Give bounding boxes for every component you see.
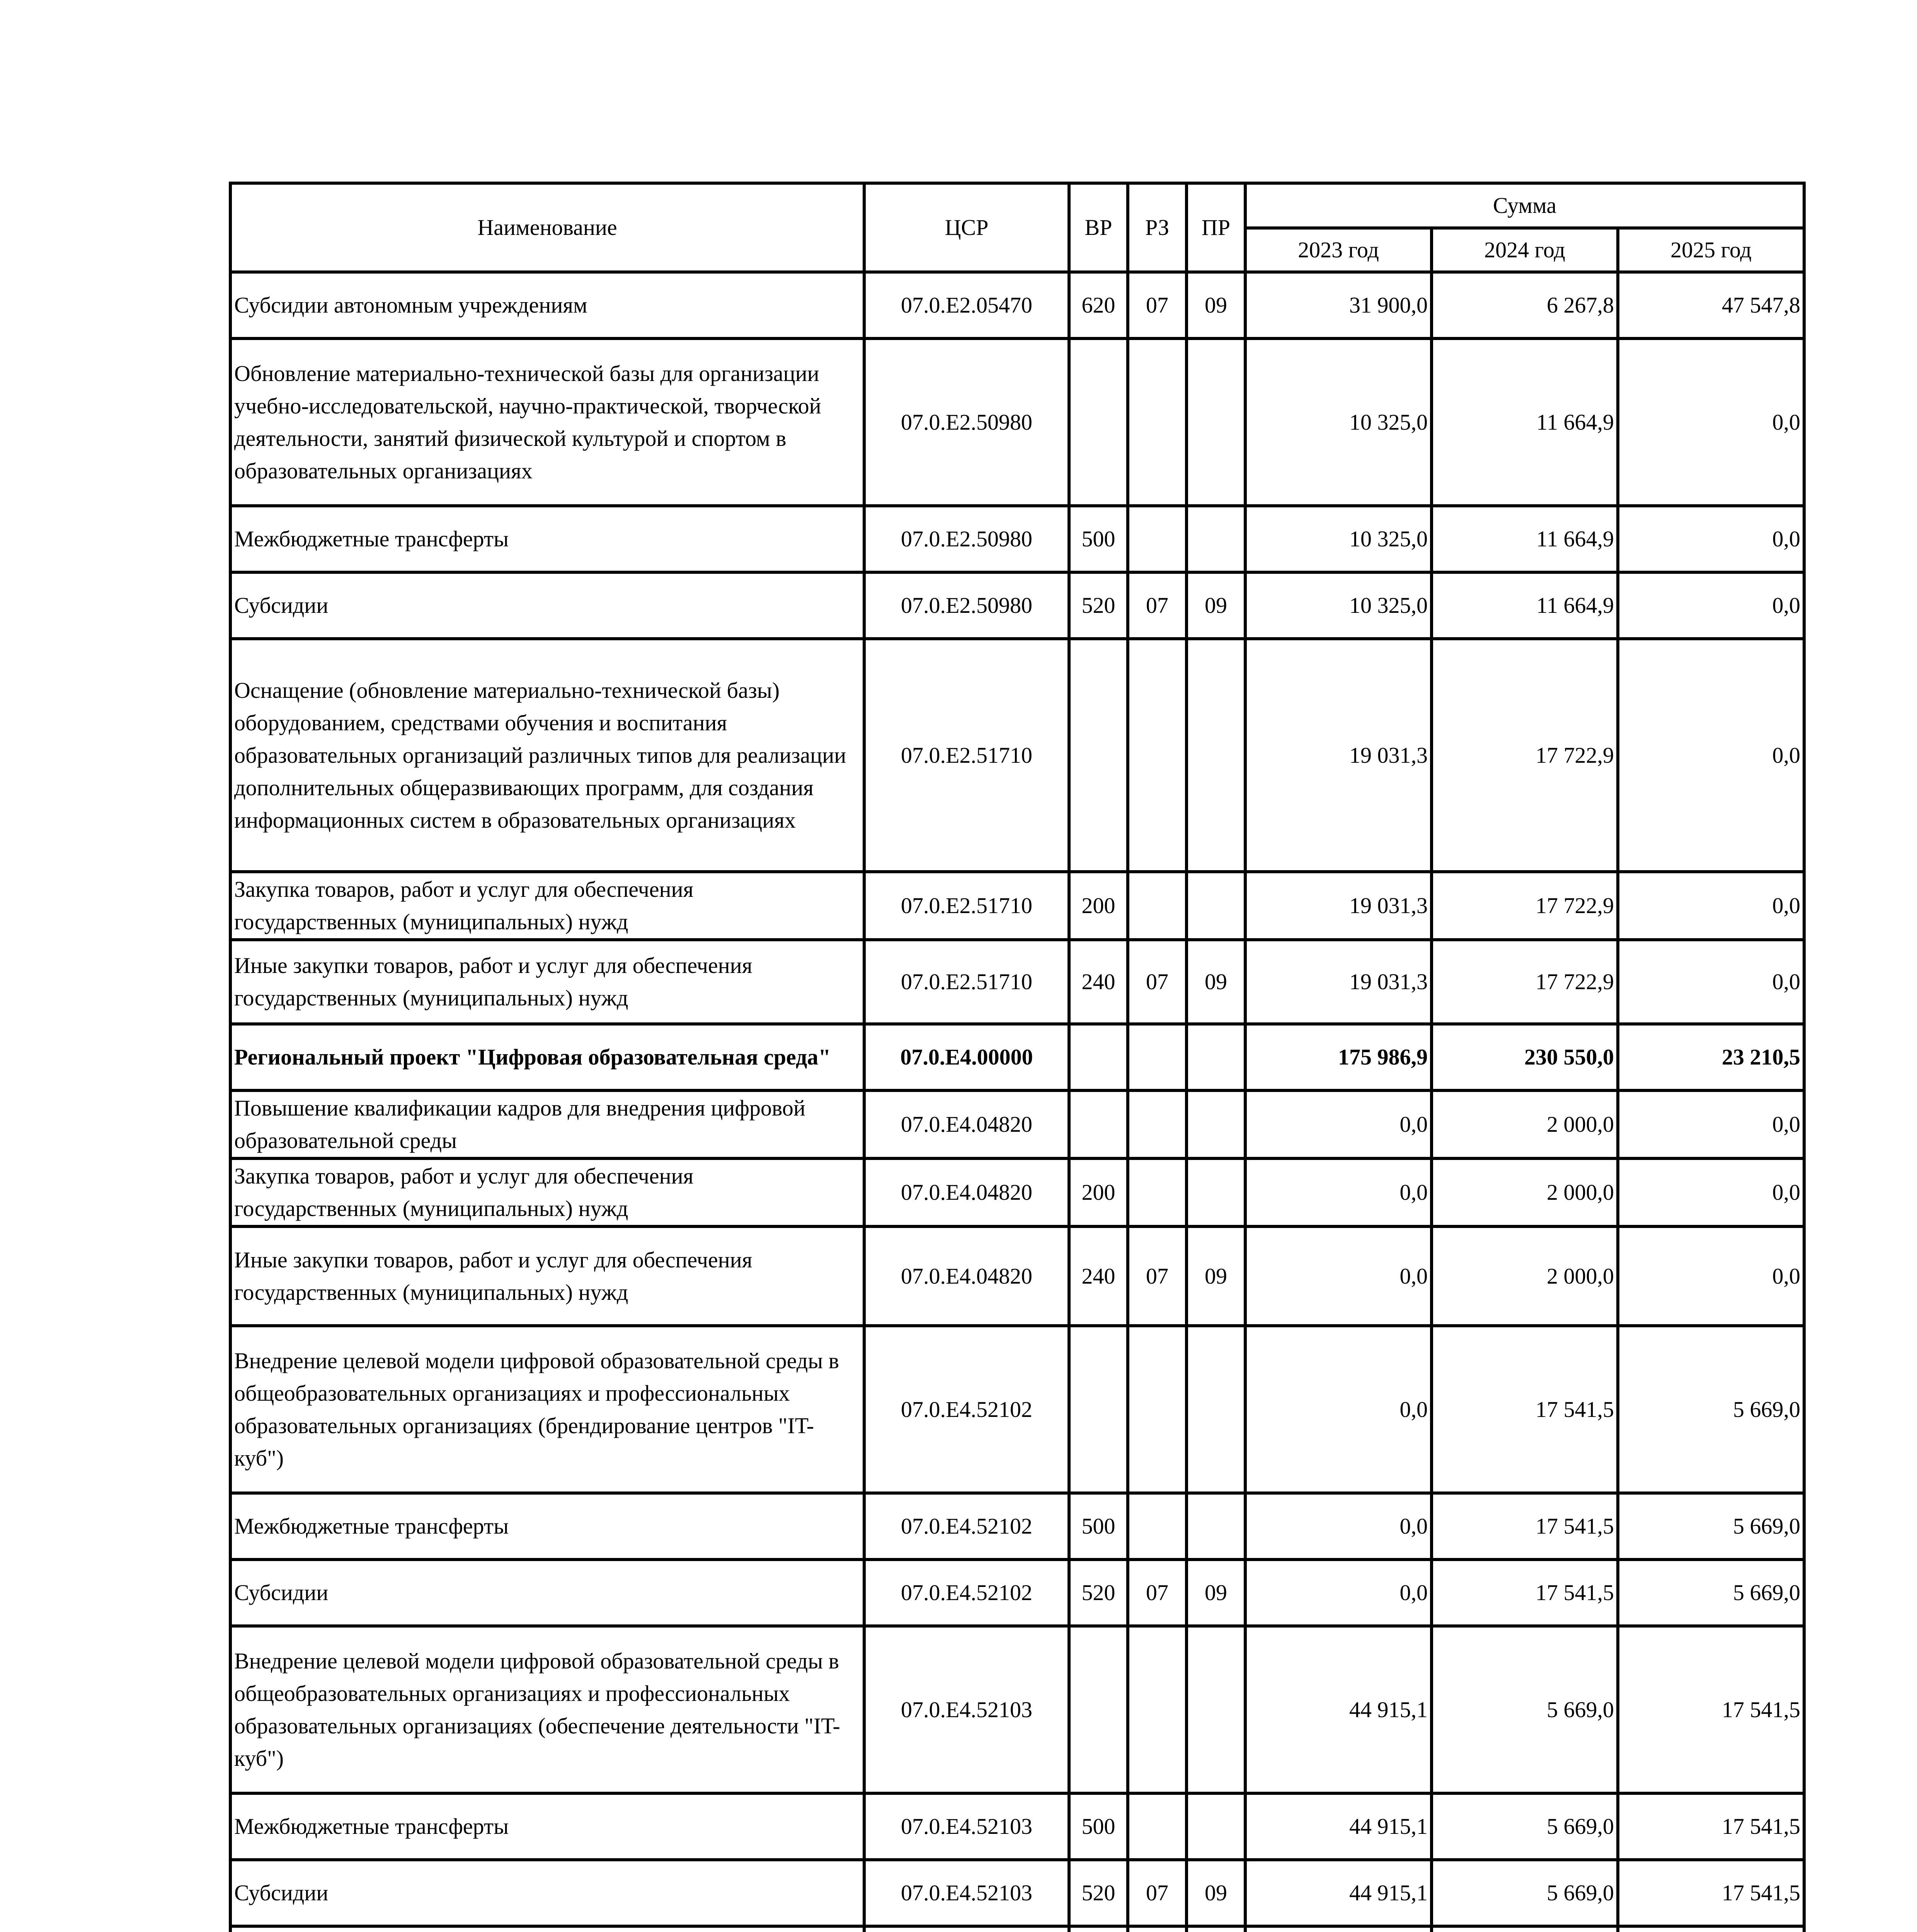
table-row	[230, 1926, 1804, 1932]
cell-csr: 07.0.E4.04820	[864, 1090, 1069, 1158]
cell-vr: 200	[1069, 1158, 1128, 1226]
table-row	[230, 1158, 1804, 1226]
cell-csr	[864, 1926, 1069, 1932]
cell-vr: 520	[1069, 1560, 1128, 1626]
cell-y2023: 0,0	[1245, 1090, 1432, 1158]
table-row	[230, 572, 1804, 639]
table-row	[230, 1024, 1804, 1090]
header-sum: Сумма	[1245, 183, 1804, 228]
cell-name: Субсидии	[230, 1860, 864, 1926]
table-row	[230, 506, 1804, 572]
cell-name: Субсидии	[230, 572, 864, 639]
cell-y2023: 175 986,9	[1245, 1024, 1432, 1090]
cell-name	[230, 1926, 864, 1932]
cell-pr: 09	[1187, 940, 1245, 1024]
cell-y2025: 17 541,5	[1618, 1793, 1804, 1860]
cell-y2023: 0,0	[1245, 1158, 1432, 1226]
cell-pr	[1187, 1326, 1245, 1493]
table-body	[230, 272, 1804, 1932]
cell-name: Межбюджетные трансферты	[230, 1493, 864, 1560]
cell-y2025: 0,0	[1618, 572, 1804, 639]
table-row	[230, 940, 1804, 1024]
cell-y2024: 11 664,9	[1432, 572, 1618, 639]
cell-y2023: 0,0	[1245, 1326, 1432, 1493]
cell-csr: 07.0.E2.51710	[864, 639, 1069, 872]
cell-rz	[1128, 1158, 1187, 1226]
cell-rz	[1128, 639, 1187, 872]
cell-pr	[1187, 1493, 1245, 1560]
cell-y2024: 2 000,0	[1432, 1090, 1618, 1158]
cell-y2025: 0,0	[1618, 872, 1804, 940]
cell-csr: 07.0.E2.51710	[864, 872, 1069, 940]
cell-y2024: 6 267,8	[1432, 272, 1618, 338]
cell-rz: 07	[1128, 1860, 1187, 1926]
cell-vr: 500	[1069, 1493, 1128, 1560]
cell-y2024: 17 541,5	[1432, 1493, 1618, 1560]
cell-y2023: 31 900,0	[1245, 272, 1432, 338]
cell-rz	[1128, 1793, 1187, 1860]
cell-y2025: 47 547,8	[1618, 272, 1804, 338]
cell-y2024	[1432, 1926, 1618, 1932]
cell-rz	[1128, 338, 1187, 506]
cell-y2023: 19 031,3	[1245, 639, 1432, 872]
cell-name: Внедрение целевой модели цифровой образовательной среды в общеобразовательных организациях и профессиональных образовательных организациях (брендирование центров "IT-куб")	[230, 1326, 864, 1493]
cell-y2024: 17 722,9	[1432, 940, 1618, 1024]
cell-name: Иные закупки товаров, работ и услуг для обеспечения государственных (муниципальных) нужд	[230, 1226, 864, 1326]
cell-y2024: 2 000,0	[1432, 1158, 1618, 1226]
cell-csr: 07.0.E2.51710	[864, 940, 1069, 1024]
cell-y2024: 17 722,9	[1432, 872, 1618, 940]
cell-y2025: 0,0	[1618, 940, 1804, 1024]
cell-rz	[1128, 872, 1187, 940]
cell-csr: 07.0.E2.05470	[864, 272, 1069, 338]
cell-csr: 07.0.E4.52103	[864, 1860, 1069, 1926]
cell-pr	[1187, 1926, 1245, 1932]
table-row	[230, 1560, 1804, 1626]
cell-vr: 200	[1069, 872, 1128, 940]
cell-vr	[1069, 639, 1128, 872]
cell-y2023: 10 325,0	[1245, 338, 1432, 506]
cell-vr	[1069, 1326, 1128, 1493]
header-vr: ВР	[1069, 183, 1128, 272]
cell-y2025: 5 669,0	[1618, 1326, 1804, 1493]
cell-csr: 07.0.E2.50980	[864, 338, 1069, 506]
cell-y2023: 44 915,1	[1245, 1860, 1432, 1926]
cell-csr: 07.0.E2.50980	[864, 572, 1069, 639]
cell-vr: 500	[1069, 506, 1128, 572]
cell-y2023: 10 325,0	[1245, 572, 1432, 639]
cell-name: Внедрение целевой модели цифровой образовательной среды в общеобразовательных организациях и профессиональных образовательных организациях (обеспечение деятельности "IT-куб")	[230, 1626, 864, 1793]
cell-vr	[1069, 1926, 1128, 1932]
header-2024: 2024 год	[1432, 228, 1618, 272]
cell-y2025: 0,0	[1618, 1226, 1804, 1326]
cell-csr: 07.0.E4.52102	[864, 1560, 1069, 1626]
cell-vr	[1069, 1024, 1128, 1090]
table-row	[230, 872, 1804, 940]
cell-rz: 07	[1128, 272, 1187, 338]
cell-rz	[1128, 1493, 1187, 1560]
cell-vr	[1069, 1626, 1128, 1793]
cell-y2025: 5 669,0	[1618, 1493, 1804, 1560]
table-row	[230, 1226, 1804, 1326]
cell-rz: 07	[1128, 572, 1187, 639]
cell-pr	[1187, 506, 1245, 572]
cell-csr: 07.0.E4.52103	[864, 1793, 1069, 1860]
cell-y2024: 5 669,0	[1432, 1626, 1618, 1793]
cell-pr: 09	[1187, 1560, 1245, 1626]
cell-y2025: 17 541,5	[1618, 1626, 1804, 1793]
cell-y2025: 5 669,0	[1618, 1560, 1804, 1626]
cell-csr: 07.0.E4.52103	[864, 1626, 1069, 1793]
cell-y2023: 19 031,3	[1245, 940, 1432, 1024]
cell-pr	[1187, 1024, 1245, 1090]
cell-vr: 520	[1069, 1860, 1128, 1926]
cell-name: Иные закупки товаров, работ и услуг для обеспечения государственных (муниципальных) нужд	[230, 940, 864, 1024]
cell-name: Региональный проект "Цифровая образовательная среда"	[230, 1024, 864, 1090]
cell-vr: 500	[1069, 1793, 1128, 1860]
cell-rz	[1128, 1090, 1187, 1158]
cell-y2024: 5 669,0	[1432, 1793, 1618, 1860]
cell-y2023: 44 915,1	[1245, 1626, 1432, 1793]
cell-rz	[1128, 506, 1187, 572]
cell-pr: 09	[1187, 1226, 1245, 1326]
table-row	[230, 639, 1804, 872]
cell-y2024: 17 541,5	[1432, 1560, 1618, 1626]
cell-csr: 07.0.E4.04820	[864, 1158, 1069, 1226]
table-row	[230, 1860, 1804, 1926]
budget-table	[229, 182, 1806, 1932]
header-2025: 2025 год	[1618, 228, 1804, 272]
cell-y2025: 0,0	[1618, 338, 1804, 506]
cell-pr	[1187, 1793, 1245, 1860]
cell-rz	[1128, 1626, 1187, 1793]
cell-rz: 07	[1128, 1226, 1187, 1326]
cell-y2023: 0,0	[1245, 1226, 1432, 1326]
header-csr: ЦСР	[864, 183, 1069, 272]
header-rz: РЗ	[1128, 183, 1187, 272]
table-row	[230, 1493, 1804, 1560]
table-row	[230, 272, 1804, 338]
cell-pr	[1187, 1626, 1245, 1793]
cell-name: Межбюджетные трансферты	[230, 1793, 864, 1860]
cell-pr	[1187, 1158, 1245, 1226]
cell-y2024: 2 000,0	[1432, 1226, 1618, 1326]
cell-y2025	[1618, 1926, 1804, 1932]
cell-vr: 520	[1069, 572, 1128, 639]
cell-y2025: 0,0	[1618, 639, 1804, 872]
header-2023: 2023 год	[1245, 228, 1432, 272]
cell-name: Субсидии	[230, 1560, 864, 1626]
cell-rz	[1128, 1024, 1187, 1090]
table-row	[230, 1626, 1804, 1793]
cell-y2023: 0,0	[1245, 1560, 1432, 1626]
cell-vr	[1069, 338, 1128, 506]
cell-y2024: 5 669,0	[1432, 1860, 1618, 1926]
cell-vr	[1069, 1090, 1128, 1158]
cell-name: Повышение квалификации кадров для внедрения цифровой образовательной среды	[230, 1090, 864, 1158]
cell-csr: 07.0.E4.00000	[864, 1024, 1069, 1090]
cell-csr: 07.0.E4.52102	[864, 1326, 1069, 1493]
table-row	[230, 338, 1804, 506]
cell-y2023: 19 031,3	[1245, 872, 1432, 940]
cell-pr: 09	[1187, 272, 1245, 338]
cell-name: Межбюджетные трансферты	[230, 506, 864, 572]
cell-y2023: 44 915,1	[1245, 1793, 1432, 1860]
cell-y2025: 17 541,5	[1618, 1860, 1804, 1926]
table-row	[230, 1090, 1804, 1158]
cell-csr: 07.0.E4.52102	[864, 1493, 1069, 1560]
cell-y2023: 0,0	[1245, 1493, 1432, 1560]
cell-y2025: 0,0	[1618, 506, 1804, 572]
cell-rz: 07	[1128, 1560, 1187, 1626]
cell-y2023: 10 325,0	[1245, 506, 1432, 572]
cell-y2024: 11 664,9	[1432, 338, 1618, 506]
cell-csr: 07.0.E2.50980	[864, 506, 1069, 572]
cell-y2025: 0,0	[1618, 1090, 1804, 1158]
cell-csr: 07.0.E4.04820	[864, 1226, 1069, 1326]
cell-pr: 09	[1187, 572, 1245, 639]
cell-name: Оснащение (обновление материально-технической базы) оборудованием, средствами обучения и воспитания образовательных организаций различных типов для реализации дополнительных общеразвивающих программ, для создания информационных систем в образовательных организациях	[230, 639, 864, 872]
cell-name: Обновление материально-технической базы для организации учебно-исследовательской, научно-практической, творческой деятельности, занятий физической культурой и спортом в образовательных организациях	[230, 338, 864, 506]
header-name: Наименование	[230, 183, 864, 272]
cell-pr: 09	[1187, 1860, 1245, 1926]
cell-name: Закупка товаров, работ и услуг для обеспечения государственных (муниципальных) нужд	[230, 872, 864, 940]
cell-name: Закупка товаров, работ и услуг для обеспечения государственных (муниципальных) нужд	[230, 1158, 864, 1226]
cell-vr: 620	[1069, 272, 1128, 338]
cell-y2024: 17 541,5	[1432, 1326, 1618, 1493]
cell-pr	[1187, 338, 1245, 506]
table-row	[230, 1793, 1804, 1860]
cell-y2025: 0,0	[1618, 1158, 1804, 1226]
cell-rz	[1128, 1326, 1187, 1493]
table-row	[230, 1326, 1804, 1493]
header-pr: ПР	[1187, 183, 1245, 272]
cell-y2024: 17 722,9	[1432, 639, 1618, 872]
cell-rz: 07	[1128, 940, 1187, 1024]
cell-y2024: 230 550,0	[1432, 1024, 1618, 1090]
cell-name: Субсидии автономным учреждениям	[230, 272, 864, 338]
cell-y2025: 23 210,5	[1618, 1024, 1804, 1090]
cell-y2024: 11 664,9	[1432, 506, 1618, 572]
header-row-1	[230, 183, 1804, 228]
cell-pr	[1187, 1090, 1245, 1158]
cell-y2023	[1245, 1926, 1432, 1932]
cell-pr	[1187, 872, 1245, 940]
cell-pr	[1187, 639, 1245, 872]
cell-vr: 240	[1069, 1226, 1128, 1326]
cell-vr: 240	[1069, 940, 1128, 1024]
cell-rz	[1128, 1926, 1187, 1932]
